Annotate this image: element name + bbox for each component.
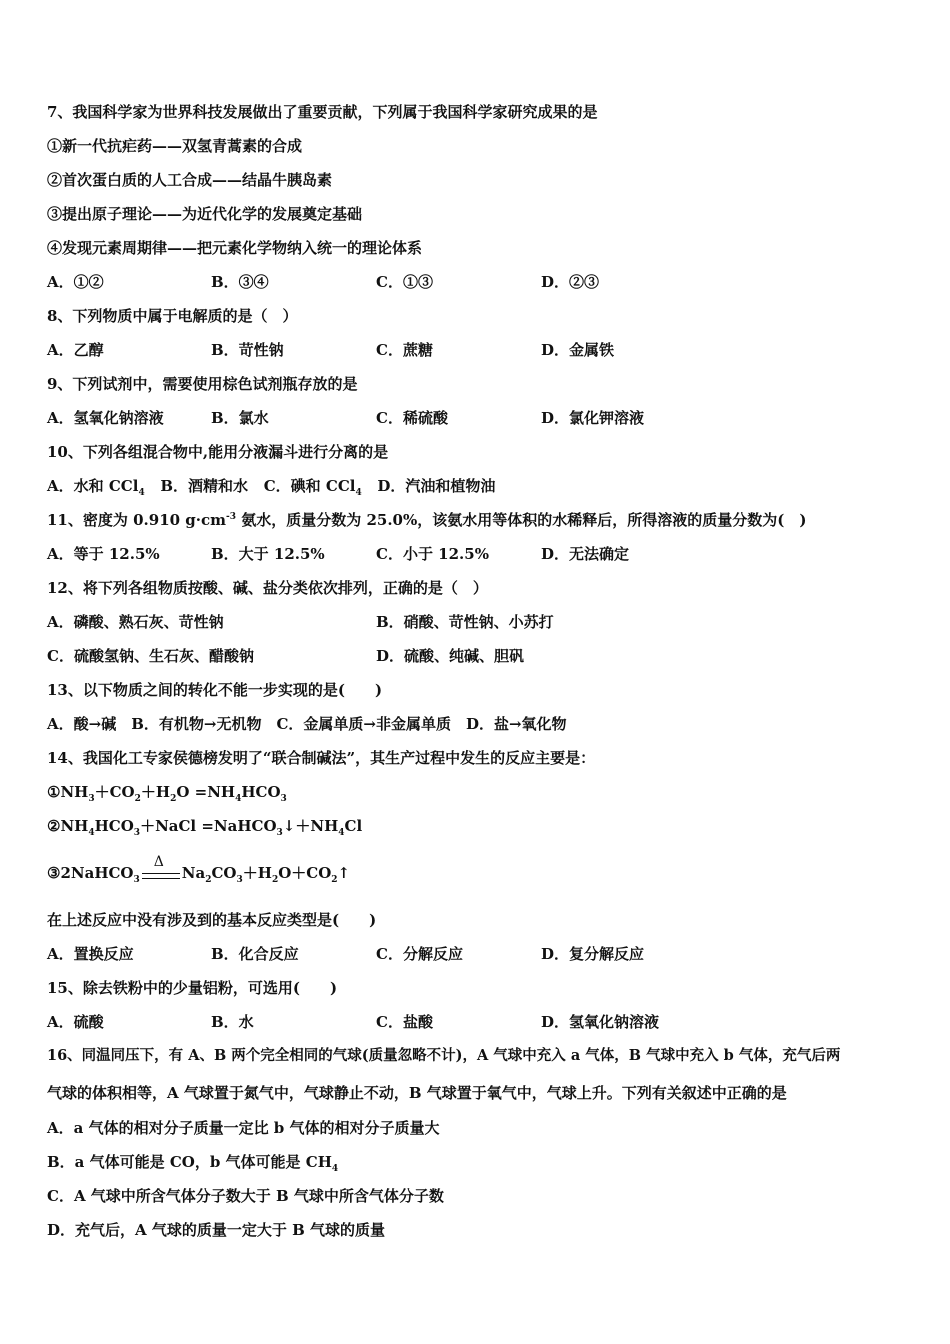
q7-option-c[interactable]: C．①③ xyxy=(376,273,433,291)
q7-option-b[interactable]: B．③④ xyxy=(211,273,269,291)
q12-option-c[interactable]: C．硫酸氢钠、生石灰、醋酸钠 xyxy=(47,647,254,665)
q7-item-1: ①新一代抗疟药——双氢青蒿素的合成 xyxy=(47,137,303,155)
q12-options-row1 xyxy=(47,612,907,632)
q7-item-4: ④发现元素周期律——把元素化学物纳入统一的理论体系 xyxy=(47,239,423,257)
q14-options xyxy=(47,944,907,964)
q8-options xyxy=(47,340,907,360)
q7-stem: 7、我国科学家为世界科技发展做出了重要贡献，下列属于我国科学家研究成果的是 xyxy=(47,103,598,121)
q16-option-d[interactable]: D．充气后，A 气球的质量一定大于 B 气球的质量 xyxy=(47,1221,385,1239)
q15-option-d[interactable]: D．氢氧化钠溶液 xyxy=(541,1013,660,1031)
q15-option-c[interactable]: C．盐酸 xyxy=(376,1013,433,1031)
q7-option-a[interactable]: A．①② xyxy=(47,273,104,291)
q7-item-2: ②首次蛋白质的人工合成——结晶牛胰岛素 xyxy=(47,171,333,189)
q9-option-b[interactable]: B．氯水 xyxy=(211,409,269,427)
q16-stem-line1: 16、同温同压下，有 A、B 两个完全相同的气球(质量忽略不计)，A 气球中充入 a 气体，B 气球中充入 b 气体，充气后两 xyxy=(47,1047,841,1064)
q15-stem: 15、除去铁粉中的少量铝粉，可选用( ) xyxy=(47,979,338,997)
q10-option-c[interactable]: C．碘和 CCl$_4$ xyxy=(263,477,362,498)
q11-option-c[interactable]: C．小于 12.5% xyxy=(376,545,489,563)
q7-option-d[interactable]: D．②③ xyxy=(541,273,600,291)
q10-option-d[interactable]: D．汽油和植物油 xyxy=(377,477,496,495)
q12-option-a[interactable]: A．磷酸、熟石灰、苛性钠 xyxy=(47,613,224,631)
heat-condition-sign: Δ xyxy=(140,864,182,884)
q11-option-b[interactable]: B．大于 12.5% xyxy=(211,545,325,563)
q12-option-b[interactable]: B．硝酸、苛性钠、小苏打 xyxy=(376,613,554,631)
q10-option-a[interactable]: A．水和 CCl$_4$ xyxy=(47,477,145,498)
q8-stem: 8、下列物质中属于电解质的是（ ） xyxy=(47,307,298,325)
q9-options xyxy=(47,408,907,428)
q12-option-d[interactable]: D．硫酸、纯碱、胆矾 xyxy=(376,647,525,665)
q14-question: 在上述反应中没有涉及到的基本反应类型是( ) xyxy=(47,911,377,929)
q14-stem: 14、我国化工专家侯德榜发明了“联合制碱法”，其生产过程中发生的反应主要是： xyxy=(47,749,596,767)
q10-option-b[interactable]: B．酒精和水 xyxy=(160,477,249,495)
q14-option-d[interactable]: D．复分解反应 xyxy=(541,945,645,963)
q7-options xyxy=(47,272,907,292)
q15-options xyxy=(47,1012,907,1032)
q16-option-b[interactable]: B．a 气体可能是 CO，b 气体可能是 $CH_4$ xyxy=(47,1153,339,1174)
q8-option-a[interactable]: A．乙醇 xyxy=(47,341,104,359)
q15-option-b[interactable]: B．水 xyxy=(211,1013,254,1031)
q9-stem: 9、下列试剂中，需要使用棕色试剂瓶存放的是 xyxy=(47,375,358,393)
q14-equation-2: $②NH_4HCO_3+NaCl$ $=NaHCO_3↓+NH_4Cl$ xyxy=(47,817,363,838)
q14-option-c[interactable]: C．分解反应 xyxy=(376,945,463,963)
q13-options[interactable]: A．酸→碱 B．有机物→无机物 C．金属单质→非金属单质 D．盐→氧化物 xyxy=(47,715,567,733)
q11-option-a[interactable]: A．等于 12.5% xyxy=(47,545,160,563)
q15-option-a[interactable]: A．硫酸 xyxy=(47,1013,104,1031)
q12-options-row2 xyxy=(47,646,907,666)
q14-option-a[interactable]: A．置换反应 xyxy=(47,945,134,963)
q11-stem: 11、密度为 0.910 $g\cdot cm^{-3}$ 氨水，质量分数为 25.0%，该氨水用等体积的水稀释后，所得溶液的质量分数为( ) xyxy=(47,511,807,529)
q16-option-a[interactable]: A．a 气体的相对分子质量一定比 b 气体的相对分子质量大 xyxy=(47,1119,440,1137)
q8-option-d[interactable]: D．金属铁 xyxy=(541,341,615,359)
q12-stem: 12、将下列各组物质按酸、碱、盐分类依次排列，正确的是（ ） xyxy=(47,579,488,597)
q14-option-b[interactable]: B．化合反应 xyxy=(211,945,299,963)
q16-stem-line2: 气球的体积相等，A 气球置于氮气中，气球静止不动，B 气球置于氧气中，气球上升。下列有关叙述中正确的是 xyxy=(47,1084,787,1102)
q13-stem: 13、以下物质之间的转化不能一步实现的是( ) xyxy=(47,681,383,699)
q8-option-c[interactable]: C．蔗糖 xyxy=(376,341,433,359)
q14-equation-1: $①NH_3+CO_2+H_2O =NH_4HCO_3$ xyxy=(47,783,287,804)
q10-stem: 10、下列各组混合物中,能用分液漏斗进行分离的是 xyxy=(47,443,389,461)
q10-options xyxy=(47,476,495,496)
q9-option-a[interactable]: A．氢氧化钠溶液 xyxy=(47,409,164,427)
q9-option-d[interactable]: D．氯化钾溶液 xyxy=(541,409,645,427)
q11-option-d[interactable]: D．无法确定 xyxy=(541,545,630,563)
q14-equation-3: ③2NaHCO$_3$ Δ $Na_2CO_3+H_2O+CO_2↑$ xyxy=(47,854,351,885)
q16-option-c[interactable]: C．A 气球中所含气体分子数大于 B 气球中所含气体分子数 xyxy=(47,1187,444,1205)
q9-option-c[interactable]: C．稀硫酸 xyxy=(376,409,448,427)
q8-option-b[interactable]: B．苛性钠 xyxy=(211,341,284,359)
q7-item-3: ③提出原子理论——为近代化学的发展奠定基础 xyxy=(47,205,363,223)
q11-options xyxy=(47,544,907,564)
